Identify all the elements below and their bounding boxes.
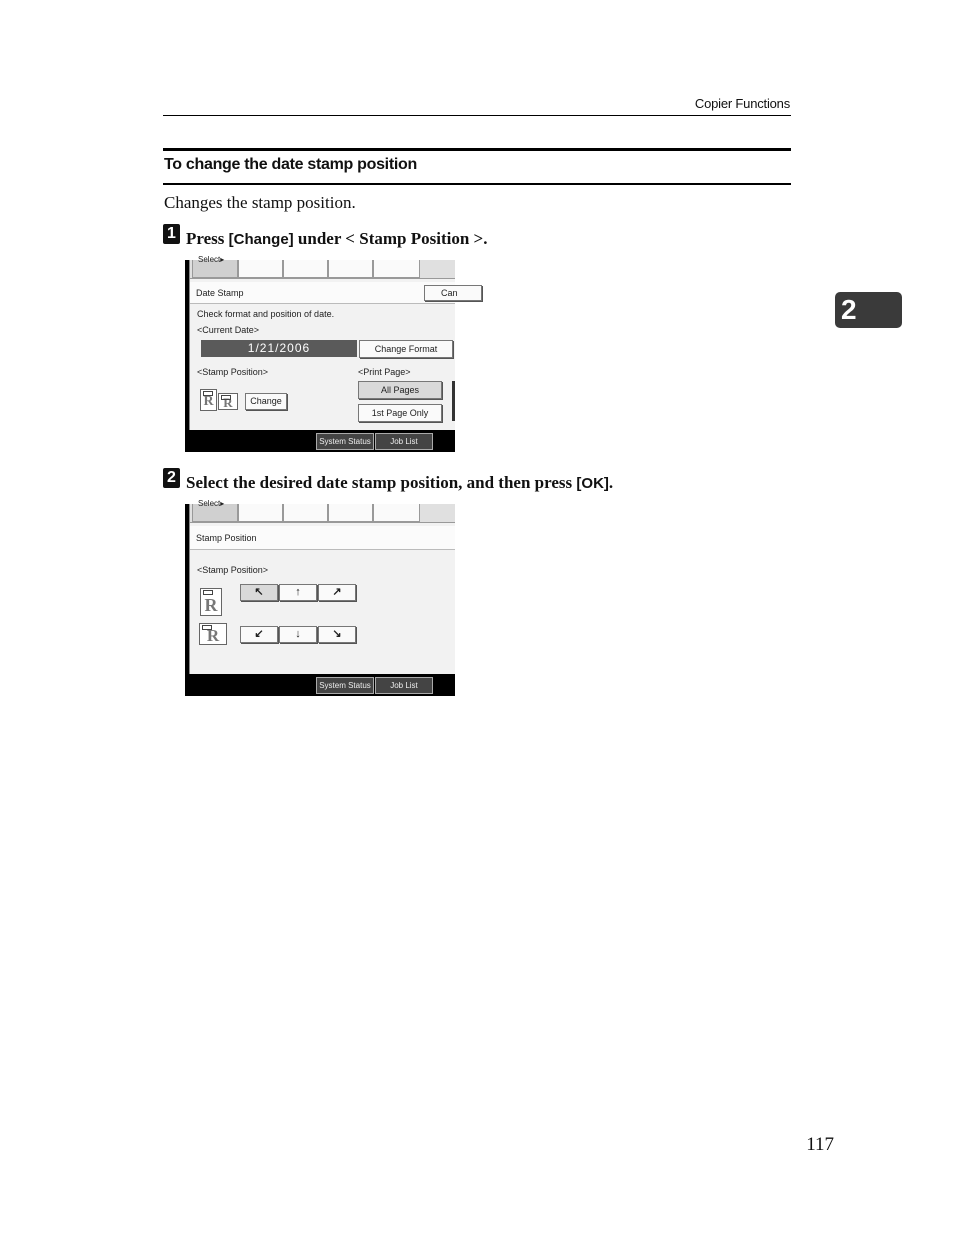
header-rule bbox=[163, 115, 791, 116]
screen-titlebar bbox=[190, 282, 458, 304]
stamp-position-label: <Stamp Position> bbox=[197, 565, 269, 575]
chapter-tab: 2 bbox=[835, 292, 902, 328]
screen-title: Date Stamp bbox=[196, 288, 244, 298]
r-glyph: R bbox=[204, 595, 218, 615]
first-page-only-label: 1st Page Only bbox=[371, 408, 429, 418]
select-tab-label: Select▸ bbox=[198, 255, 225, 264]
stamp-bottom-preview-icon bbox=[199, 623, 227, 645]
date-stamp-screen bbox=[185, 255, 458, 452]
section-intro: Changes the stamp position. bbox=[164, 193, 356, 212]
function-tab[interactable] bbox=[328, 504, 373, 522]
step-2-marker: 2 bbox=[163, 468, 180, 488]
step-2-text bbox=[186, 473, 613, 493]
cancel-button[interactable] bbox=[424, 285, 482, 301]
instruction-text: Check format and position of date. bbox=[197, 309, 335, 319]
step-1-marker: 1 bbox=[163, 224, 180, 244]
change-button[interactable] bbox=[245, 393, 287, 410]
job-list-label: Job List bbox=[390, 681, 418, 690]
top-left-position-button[interactable] bbox=[240, 584, 278, 601]
job-list-button[interactable] bbox=[375, 677, 433, 694]
function-tab[interactable] bbox=[238, 260, 283, 278]
screen-tab-strip bbox=[190, 499, 455, 523]
function-tab[interactable] bbox=[328, 260, 373, 278]
select-tab[interactable] bbox=[192, 499, 238, 522]
section-rule-bottom bbox=[163, 183, 791, 185]
bottom-left-position-button[interactable] bbox=[240, 626, 278, 643]
arrow-up-right-icon: ↗ bbox=[332, 586, 342, 598]
all-pages-button[interactable] bbox=[358, 381, 442, 399]
step-1-text-before: Press bbox=[186, 229, 229, 248]
stamp-position-preview-icon bbox=[218, 393, 238, 410]
top-right-position-button[interactable] bbox=[318, 584, 356, 601]
current-date-label: <Current Date> bbox=[197, 325, 260, 335]
bottom-center-position-button[interactable] bbox=[279, 626, 317, 643]
screen-titlebar bbox=[190, 526, 455, 550]
select-tab-label: Select▸ bbox=[198, 499, 225, 508]
screen-footer bbox=[185, 674, 455, 696]
system-status-label: System Status bbox=[319, 681, 371, 690]
all-pages-label: All Pages bbox=[380, 385, 420, 395]
screen-title: Stamp Position bbox=[196, 533, 257, 543]
scrollbar[interactable] bbox=[452, 381, 455, 421]
arrow-down-right-icon: ↘ bbox=[332, 628, 342, 640]
step-1-text bbox=[186, 229, 487, 249]
bottom-right-position-button[interactable] bbox=[318, 626, 356, 643]
arrow-up-left-icon: ↖ bbox=[254, 586, 264, 598]
system-status-button[interactable] bbox=[316, 433, 374, 450]
change-format-label: Change Format bbox=[374, 344, 438, 354]
arrow-down-icon: ↓ bbox=[295, 628, 301, 640]
page-number: 117 bbox=[806, 1134, 834, 1155]
function-tab[interactable] bbox=[283, 260, 328, 278]
r-glyph: R bbox=[203, 394, 214, 409]
section-rule-top bbox=[163, 148, 791, 151]
print-page-label: <Print Page> bbox=[358, 367, 411, 377]
cancel-button-label: Can bbox=[441, 288, 458, 298]
stamp-top-preview-icon bbox=[200, 588, 222, 616]
ok-key-label: [OK] bbox=[576, 475, 609, 492]
screen-tab-strip bbox=[190, 255, 455, 279]
current-date-display: 1/21/2006 bbox=[201, 340, 357, 357]
change-format-button[interactable] bbox=[359, 340, 453, 358]
system-status-label: System Status bbox=[319, 437, 371, 446]
first-page-only-button[interactable] bbox=[358, 404, 442, 422]
step-2-text-after: . bbox=[608, 473, 614, 492]
change-key-label: [Change] bbox=[228, 231, 294, 248]
stamp-position-preview-icon bbox=[200, 389, 217, 411]
r-glyph: R bbox=[223, 395, 233, 410]
stamp-position-screen bbox=[185, 499, 455, 696]
section-title: To change the date stamp position bbox=[164, 156, 417, 173]
job-list-button[interactable] bbox=[375, 433, 433, 450]
arrow-down-left-icon: ↙ bbox=[254, 628, 264, 640]
running-head: Copier Functions bbox=[694, 96, 790, 111]
screen-footer bbox=[185, 430, 455, 452]
function-tab[interactable] bbox=[373, 504, 420, 522]
function-tab[interactable] bbox=[283, 504, 328, 522]
change-button-label: Change bbox=[250, 396, 282, 406]
function-tab[interactable] bbox=[373, 260, 420, 278]
function-tab[interactable] bbox=[238, 504, 283, 522]
job-list-label: Job List bbox=[390, 437, 418, 446]
step-2-text-before: Select the desired date stamp position, and then press bbox=[186, 473, 577, 492]
select-tab[interactable] bbox=[192, 255, 238, 278]
stamp-position-label: <Stamp Position> bbox=[197, 367, 269, 377]
top-center-position-button[interactable] bbox=[279, 584, 317, 601]
r-glyph: R bbox=[206, 626, 220, 645]
system-status-button[interactable] bbox=[316, 677, 374, 694]
step-1-text-after: under < Stamp Position >. bbox=[293, 229, 488, 248]
arrow-up-icon: ↑ bbox=[295, 586, 301, 598]
